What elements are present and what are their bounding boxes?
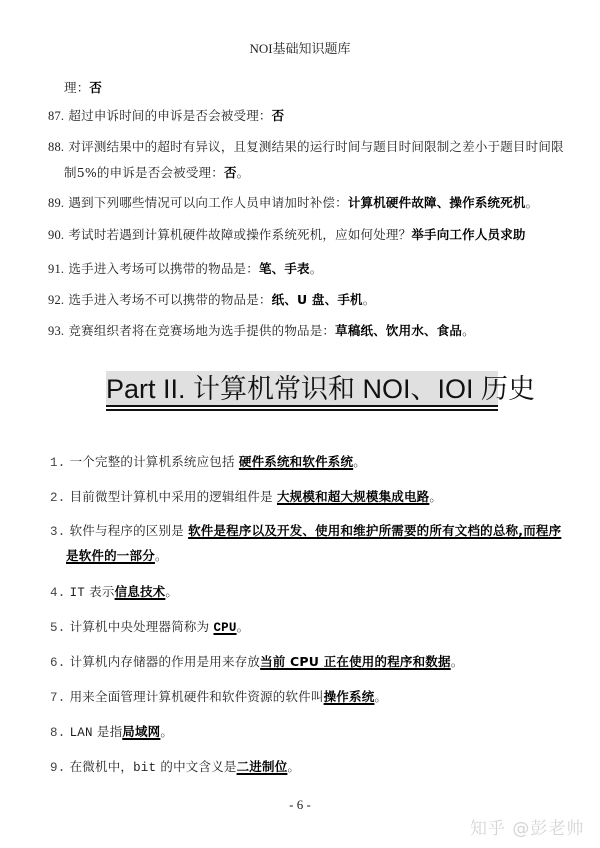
answer-text: CPU	[213, 621, 237, 635]
tail-punct: 。	[450, 654, 464, 669]
answer-text: 信息技术	[114, 584, 166, 599]
question-number: 2.	[50, 491, 66, 505]
answer-text: 否	[271, 108, 285, 123]
question-number: 88.	[48, 140, 65, 154]
heading-underline	[106, 405, 498, 407]
tail-punct: 。	[362, 292, 376, 307]
question-text: 目前微型计算机中采用的逻辑组件是	[69, 489, 277, 504]
question-number: 93.	[48, 324, 65, 338]
tail-punct: 。	[160, 724, 174, 739]
question-number: 91.	[48, 262, 65, 276]
tail-punct: 。	[287, 759, 301, 774]
question-89	[48, 193, 538, 211]
question-text: 对评测结果中的超时有异议，且复测结果的运行时间与题目时间限制之差小于题目时间限	[68, 139, 564, 154]
question-88	[48, 137, 564, 155]
tail-punct: 。	[154, 548, 168, 563]
question-3	[50, 521, 561, 539]
question-text: 遇到下列哪些情况可以向工作人员申请加时补偿：	[68, 195, 348, 210]
question-text: 制5%的申诉是否会被受理：	[64, 165, 224, 180]
question-number: 5.	[50, 621, 66, 635]
question-number: 6.	[50, 656, 66, 670]
question-90	[48, 225, 526, 243]
question-number: 7.	[50, 691, 66, 705]
answer-text: 笔、手表	[258, 261, 310, 276]
question-92	[48, 290, 375, 308]
question-text: 的中文含义是	[156, 759, 237, 774]
answer-text: 硬件系统和软件系统	[238, 454, 354, 469]
question-text: 竞赛组织者将在竞赛场地为选手提供的物品是：	[68, 323, 336, 338]
answer-text: 软件是程序以及开发、使用和维护所需要的所有文档的总称,而程序	[188, 523, 562, 538]
question-91	[48, 259, 322, 277]
answer-text-cont: 是软件的一部分	[66, 548, 155, 563]
question-number: 8.	[50, 726, 66, 740]
question-latin: bit	[133, 761, 157, 775]
answer-text: 二进制位	[236, 759, 288, 774]
question-9	[50, 757, 300, 775]
question-text: 一个完整的计算机系统应包括	[69, 454, 239, 469]
answer-text: 草稿纸、饮用水、食品	[335, 323, 463, 338]
question-text: 计算机中央处理器简称为	[69, 619, 214, 634]
question-87	[48, 106, 284, 124]
watermark: 知乎 @彭老帅	[470, 819, 585, 839]
answer-text: 计算机硬件故障、操作系统死机	[347, 195, 526, 210]
answer-text: 局域网	[122, 724, 161, 739]
tail-punct: 。	[374, 689, 388, 704]
answer-text: 当前 CPU 正在使用的程序和数据	[260, 654, 451, 669]
question-number: 87.	[48, 109, 65, 123]
tail-punct: 。	[353, 454, 366, 469]
question-text: 选手进入考场不可以携带的物品是：	[68, 292, 272, 307]
answer-text: 大规模和超大规模集成电路	[276, 489, 430, 504]
question-7	[50, 687, 387, 705]
question-1	[50, 452, 366, 470]
question-number: 9.	[50, 761, 66, 775]
question-number: 89.	[48, 196, 65, 210]
answer-text: 操作系统	[323, 689, 375, 704]
answer-text: 举手向工作人员求助	[411, 227, 526, 242]
heading-double-underline	[106, 409, 498, 411]
page-header-title: NOI基础知识题库	[249, 41, 351, 56]
question-text: 表示	[85, 584, 115, 599]
question-93	[48, 321, 475, 339]
question-number: 4.	[50, 586, 66, 600]
question-6	[50, 652, 463, 670]
question-text-pre: 在微机中，	[69, 759, 134, 774]
question-text: 用来全面管理计算机硬件和软件资源的软件叫	[69, 689, 324, 704]
answer-text: 否	[89, 80, 103, 95]
answer-text: 纸、U 盘、手机	[271, 292, 363, 307]
question-text: 软件与程序的区别是	[69, 523, 189, 538]
tail-punct: 。	[165, 584, 179, 599]
question-4	[50, 582, 178, 600]
question-number: 90.	[48, 228, 65, 242]
question-latin: IT	[69, 586, 85, 600]
question-number: 3.	[50, 525, 66, 539]
question-8	[50, 722, 173, 740]
question-text: 考试时若遇到计算机硬件故障或操作系统死机，应如何处理？	[68, 227, 412, 242]
question-text: 是指	[92, 724, 123, 739]
tail-punct: 。	[429, 489, 443, 504]
tail-punct: 。	[236, 165, 250, 180]
question-5	[50, 617, 249, 635]
question-text: 超过申诉时间的申诉是否会被受理：	[68, 108, 272, 123]
page-number: - 6 -	[289, 797, 311, 812]
question-text: 计算机内存储器的作用是用来存放	[69, 654, 261, 669]
question-text: 理：	[64, 80, 90, 95]
question-88-cont	[64, 163, 249, 181]
question-number: 92.	[48, 293, 65, 307]
section-heading: Part II. 计算机常识和 NOI、IOI 历史	[106, 371, 498, 407]
tail-punct: 。	[309, 261, 323, 276]
question-text: 选手进入考场可以携带的物品是：	[68, 261, 259, 276]
question-number: 1.	[50, 456, 66, 470]
tail-punct: 。	[525, 195, 539, 210]
tail-punct: 。	[236, 619, 250, 634]
question-2	[50, 487, 442, 505]
tail-punct: 。	[462, 323, 475, 338]
answer-text: 否	[223, 165, 237, 180]
continuation-line	[64, 78, 102, 96]
question-latin: LAN	[69, 726, 93, 740]
question-3-cont	[66, 546, 168, 564]
